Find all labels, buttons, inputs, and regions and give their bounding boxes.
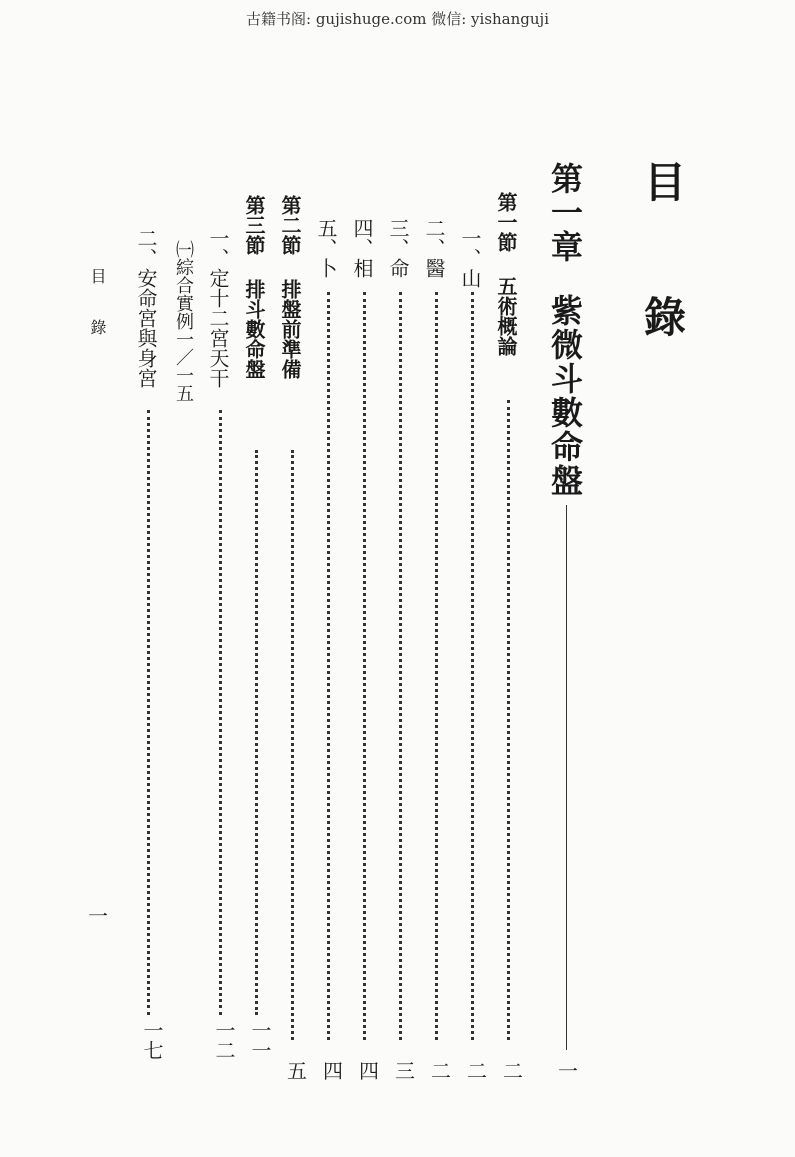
sub-list-item: ㈠綜合實例一／一五 — [173, 240, 194, 402]
section-1 — [492, 192, 521, 356]
section-3-leader — [255, 450, 258, 1015]
list-item: 四、相 — [350, 218, 374, 278]
item-page: 二 — [431, 1059, 451, 1083]
section-1-title: 五術概論 — [494, 276, 518, 356]
section-3 — [240, 195, 269, 379]
list-item: 二、醫 — [422, 218, 446, 278]
chapter-label: 第一章 — [546, 162, 584, 264]
list-item: 二、安命宮與身宮 — [134, 228, 158, 388]
section-3-title: 排斗數命盤 — [242, 279, 266, 379]
running-head: 目 錄 — [88, 268, 107, 343]
folio: 一 — [88, 904, 108, 928]
section-2-page: 五 — [287, 1059, 307, 1083]
section-2-label: 第二節 — [278, 195, 302, 255]
item-leader — [147, 410, 150, 1015]
item-page: 四 — [359, 1059, 379, 1083]
item-page: 三 — [395, 1059, 415, 1083]
watermark: 古籍书阁: gujishuge.com 微信: yishanguji — [246, 10, 549, 28]
item-leader — [399, 292, 402, 1040]
section-3-label: 第三節 — [242, 195, 266, 255]
section-1-leader — [507, 400, 510, 1040]
list-item: 三、命 — [386, 218, 410, 278]
item-leader — [471, 292, 474, 1040]
section-2-title: 排盤前準備 — [278, 279, 302, 379]
section-1-label: 第一節 — [494, 192, 518, 252]
chapter-title: 紫微斗數命盤 — [546, 294, 584, 498]
section-2-leader — [291, 450, 294, 1040]
chapter-heading — [542, 162, 588, 498]
page-title: 目 錄 — [638, 160, 687, 359]
list-item: 一、定十二宮天干 — [206, 228, 230, 388]
list-item: 一、山 — [458, 228, 482, 288]
item-leader — [435, 292, 438, 1040]
list-item: 五、卜 — [314, 218, 338, 278]
chapter-rule — [566, 505, 567, 1050]
item-leader — [363, 292, 366, 1040]
item-page: 四 — [323, 1059, 343, 1083]
section-1-page: 二 — [503, 1059, 523, 1083]
item-page: 二 — [467, 1059, 487, 1083]
section-3-page: 一一 — [248, 1020, 272, 1060]
section-2 — [276, 195, 305, 379]
item-page: 一二 — [212, 1020, 236, 1060]
item-leader — [219, 410, 222, 1015]
item-page: 一七 — [140, 1020, 164, 1060]
item-leader — [327, 292, 330, 1040]
chapter-page: 一 — [558, 1059, 578, 1083]
